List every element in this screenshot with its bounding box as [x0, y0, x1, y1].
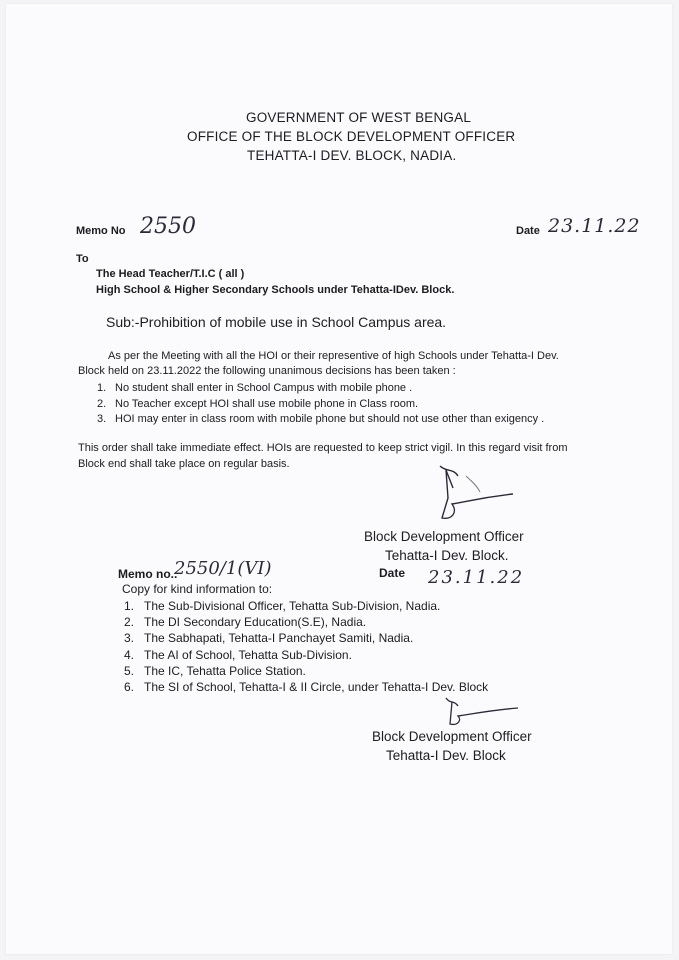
recipient-item: [124, 598, 488, 614]
addressee-line-1: The Head Teacher/T.I.C ( all ): [96, 268, 245, 280]
memo-date-label: Date: [516, 225, 540, 237]
decision-number: 1.: [97, 382, 107, 394]
recipient-text: The SI of School, Tehatta-I & II Circle, under Tehatta-I Dev. Block: [144, 680, 489, 695]
recipient-list: [124, 598, 488, 695]
recipient-number: 5.: [124, 663, 135, 678]
recipient-text: The IC, Tehatta Police Station.: [144, 663, 306, 678]
recipient-number: 4.: [124, 647, 135, 662]
body-para1-line1: As per the Meeting with all the HOI or their representive of high Schools under Tehatta-I Dev.: [108, 350, 559, 362]
to-label: To: [76, 253, 89, 265]
header-line-office: OFFICE OF THE BLOCK DEVELOPMENT OFFICER: [187, 129, 516, 144]
copy-intro: Copy for kind information to:: [122, 582, 273, 596]
subject-line: Sub:-Prohibition of mobile use in School Campus area.: [106, 314, 447, 330]
recipient-text: The DI Secondary Education(S.E), Nadia.: [144, 615, 367, 630]
memo-date-handwritten: 23.11.22: [548, 215, 641, 237]
recipient-item: [124, 647, 488, 663]
recipient-number: 6.: [124, 680, 135, 695]
recipient-number: 3.: [124, 631, 135, 646]
signature1-title: Block Development Officer: [364, 529, 524, 544]
addressee-line-2: High School & Higher Secondary Schools under Tehatta-IDev. Block.: [96, 284, 455, 296]
memo-number-handwritten: 2550: [140, 214, 196, 239]
copy-memo-date-handwritten: 23.11.22: [428, 567, 525, 588]
recipient-item: [124, 630, 488, 646]
decision-text: No Teacher except HOI shall use mobile phone in Class room.: [115, 397, 419, 410]
document-page: [6, 4, 672, 954]
decision-item: [97, 381, 544, 397]
recipient-item: [124, 679, 488, 695]
recipient-item: [124, 614, 488, 630]
signature-scribble: [418, 458, 518, 528]
decision-number: 2.: [97, 397, 107, 410]
body-para2-line1: This order shall take immediate effect. HOIs are requested to keep strict vigil. In this regard visit from: [78, 442, 568, 454]
decision-text: HOI may enter in class room with mobile phone but should not use other than exigency .: [115, 413, 545, 425]
decision-item: [97, 412, 544, 428]
body-para1-line2: Block held on 23.11.2022 the following unanimous decisions has been taken :: [78, 365, 456, 377]
recipient-item: [124, 663, 488, 679]
recipient-number: 1.: [124, 599, 135, 613]
signature2-block: Tehatta-I Dev. Block: [386, 748, 506, 763]
decision-text: No student shall enter in School Campus with mobile phone .: [115, 382, 413, 394]
signature-scribble: [432, 694, 522, 734]
decision-number: 3.: [97, 413, 107, 425]
copy-memo-date-label: Date: [379, 566, 406, 580]
copy-memo-number-handwritten: 2550/1(VI): [174, 558, 272, 579]
decision-item: [97, 397, 544, 413]
copy-memo-label: Memo no..: [118, 567, 178, 581]
body-para2-line2: Block end shall take place on regular basis.: [78, 458, 290, 470]
header-line-government: GOVERNMENT OF WEST BENGAL: [246, 110, 472, 125]
recipient-number: 2.: [124, 615, 135, 630]
signature2-title: Block Development Officer: [372, 729, 532, 744]
header-line-block: TEHATTA-I DEV. BLOCK, NADIA.: [247, 148, 457, 163]
memo-label: Memo No: [76, 225, 126, 237]
signature1-block: Tehatta-I Dev. Block.: [385, 548, 509, 563]
decision-list: [97, 381, 544, 428]
recipient-text: The AI of School, Tehatta Sub-Division.: [144, 647, 352, 662]
recipient-text: The Sub-Divisional Officer, Tehatta Sub-Division, Nadia.: [144, 599, 441, 613]
recipient-text: The Sabhapati, Tehatta-I Panchayet Samiti, Nadia.: [144, 631, 414, 646]
